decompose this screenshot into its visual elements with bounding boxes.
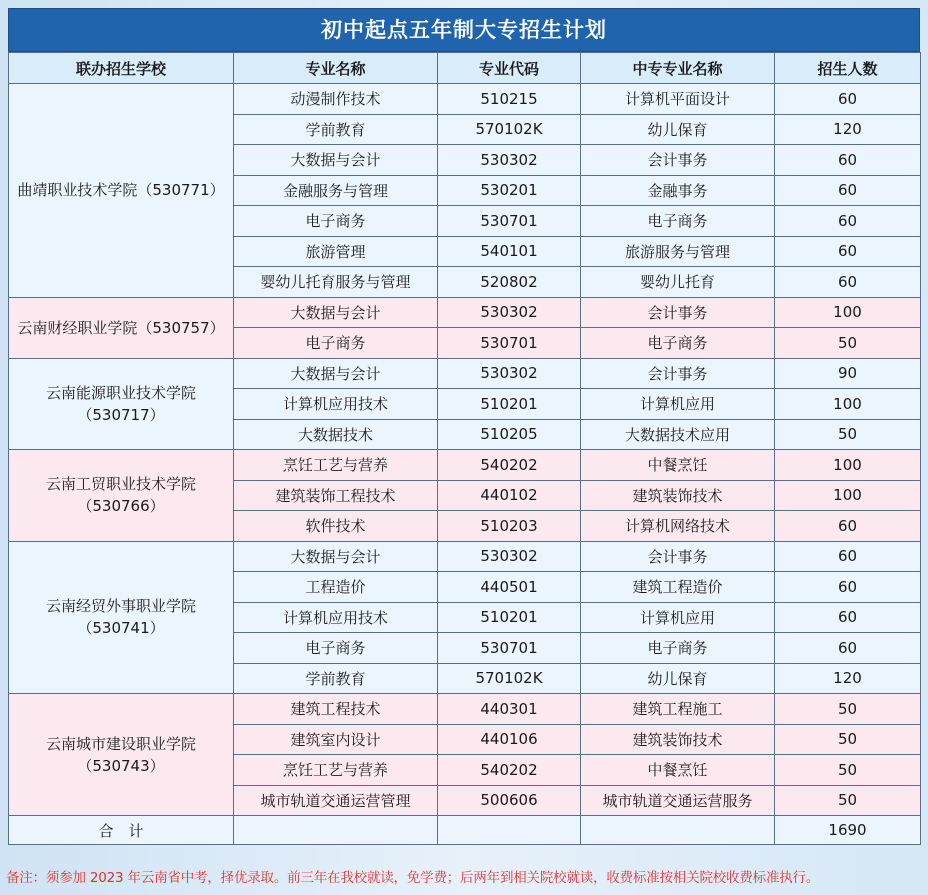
secondary-major-cell: 中餐烹饪 [581,450,775,481]
major-cell: 大数据与会计 [234,297,438,328]
code-cell: 530701 [438,633,581,664]
quota-cell: 50 [775,785,921,816]
code-cell: 540202 [438,450,581,481]
header-quota: 招生人数 [775,53,921,84]
major-cell: 建筑室内设计 [234,724,438,755]
school-cell: 云南经贸外事职业学院 （530741） [9,541,234,694]
total-label: 合 计 [9,816,234,845]
major-cell: 烹饪工艺与营养 [234,755,438,786]
major-cell: 大数据与会计 [234,541,438,572]
major-cell: 大数据与会计 [234,145,438,176]
major-cell: 动漫制作技术 [234,84,438,115]
secondary-major-cell: 建筑装饰技术 [581,724,775,755]
major-cell: 烹饪工艺与营养 [234,450,438,481]
secondary-major-cell: 婴幼儿托育 [581,267,775,298]
quota-cell: 100 [775,450,921,481]
total-empty-cell [581,816,775,845]
secondary-major-cell: 电子商务 [581,206,775,237]
table-row [9,297,921,328]
major-cell: 电子商务 [234,206,438,237]
code-cell: 500606 [438,785,581,816]
code-cell: 540101 [438,236,581,267]
major-cell: 旅游管理 [234,236,438,267]
quota-cell: 60 [775,236,921,267]
major-cell: 软件技术 [234,511,438,542]
quota-cell: 60 [775,175,921,206]
major-cell: 学前教育 [234,114,438,145]
quota-cell: 50 [775,419,921,450]
table-row [9,541,921,572]
major-cell: 电子商务 [234,633,438,664]
major-cell: 金融服务与管理 [234,175,438,206]
major-cell: 计算机应用技术 [234,602,438,633]
code-cell: 440501 [438,572,581,603]
school-cell: 云南城市建设职业学院 （530743） [9,694,234,816]
quota-cell: 60 [775,84,921,115]
quota-cell: 90 [775,358,921,389]
quota-cell: 50 [775,328,921,359]
code-cell: 530701 [438,206,581,237]
code-cell: 530302 [438,358,581,389]
quota-cell: 60 [775,511,921,542]
secondary-major-cell: 计算机平面设计 [581,84,775,115]
major-cell: 建筑装饰工程技术 [234,480,438,511]
table-row [9,450,921,481]
quota-cell: 60 [775,267,921,298]
major-cell: 计算机应用技术 [234,389,438,420]
enrollment-table [8,52,921,845]
code-cell: 510203 [438,511,581,542]
code-cell: 440106 [438,724,581,755]
quota-cell: 60 [775,572,921,603]
secondary-major-cell: 会计事务 [581,145,775,176]
code-cell: 510215 [438,84,581,115]
major-cell: 大数据技术 [234,419,438,450]
code-cell: 440301 [438,694,581,725]
secondary-major-cell: 幼儿保育 [581,663,775,694]
major-cell: 城市轨道交通运营管理 [234,785,438,816]
code-cell: 520802 [438,267,581,298]
plan-container [8,8,920,845]
school-cell: 云南工贸职业技术学院 （530766） [9,450,234,542]
secondary-major-cell: 建筑工程施工 [581,694,775,725]
table-body [9,84,921,845]
quota-cell: 50 [775,755,921,786]
header-row [9,53,921,84]
table-row [9,84,921,115]
secondary-major-cell: 金融事务 [581,175,775,206]
quota-cell: 60 [775,541,921,572]
code-cell: 440102 [438,480,581,511]
header-major: 专业名称 [234,53,438,84]
total-row [9,816,921,845]
quota-cell: 100 [775,297,921,328]
secondary-major-cell: 计算机应用 [581,602,775,633]
major-cell: 工程造价 [234,572,438,603]
secondary-major-cell: 幼儿保育 [581,114,775,145]
table-title: 初中起点五年制大专招生计划 [8,8,920,52]
secondary-major-cell: 计算机网络技术 [581,511,775,542]
quota-cell: 50 [775,724,921,755]
major-cell: 学前教育 [234,663,438,694]
secondary-major-cell: 建筑装饰技术 [581,480,775,511]
secondary-major-cell: 电子商务 [581,633,775,664]
code-cell: 530701 [438,328,581,359]
secondary-major-cell: 会计事务 [581,297,775,328]
major-cell: 婴幼儿托育服务与管理 [234,267,438,298]
code-cell: 530302 [438,541,581,572]
code-cell: 510201 [438,602,581,633]
code-cell: 540202 [438,755,581,786]
secondary-major-cell: 会计事务 [581,541,775,572]
secondary-major-cell: 城市轨道交通运营服务 [581,785,775,816]
code-cell: 510205 [438,419,581,450]
header-school: 联办招生学校 [9,53,234,84]
total-empty-cell [234,816,438,845]
code-cell: 570102K [438,663,581,694]
code-cell: 530201 [438,175,581,206]
table-row [9,694,921,725]
quota-cell: 120 [775,663,921,694]
major-cell: 建筑工程技术 [234,694,438,725]
quota-cell: 60 [775,206,921,237]
total-value: 1690 [775,816,921,845]
total-empty-cell [438,816,581,845]
secondary-major-cell: 大数据技术应用 [581,419,775,450]
major-cell: 电子商务 [234,328,438,359]
school-cell: 云南财经职业学院（530757） [9,297,234,358]
header-code: 专业代码 [438,53,581,84]
table-row [9,358,921,389]
quota-cell: 120 [775,114,921,145]
quota-cell: 60 [775,145,921,176]
quota-cell: 100 [775,389,921,420]
secondary-major-cell: 中餐烹饪 [581,755,775,786]
school-cell: 云南能源职业技术学院 （530717） [9,358,234,450]
code-cell: 510201 [438,389,581,420]
secondary-major-cell: 会计事务 [581,358,775,389]
quota-cell: 100 [775,480,921,511]
code-cell: 530302 [438,297,581,328]
header-secondary-major: 中专专业名称 [581,53,775,84]
quota-cell: 50 [775,694,921,725]
code-cell: 530302 [438,145,581,176]
code-cell: 570102K [438,114,581,145]
secondary-major-cell: 建筑工程造价 [581,572,775,603]
major-cell: 大数据与会计 [234,358,438,389]
secondary-major-cell: 旅游服务与管理 [581,236,775,267]
school-cell: 曲靖职业技术学院（530771） [9,84,234,298]
quota-cell: 60 [775,633,921,664]
quota-cell: 60 [775,602,921,633]
secondary-major-cell: 计算机应用 [581,389,775,420]
footnote: 备注：须参加 2023 年云南省中考，择优录取。前三年在我校就读，免学费；后两年到相关院校就读，收费标准按相关院校收费标准执行。 [6,870,820,886]
secondary-major-cell: 电子商务 [581,328,775,359]
